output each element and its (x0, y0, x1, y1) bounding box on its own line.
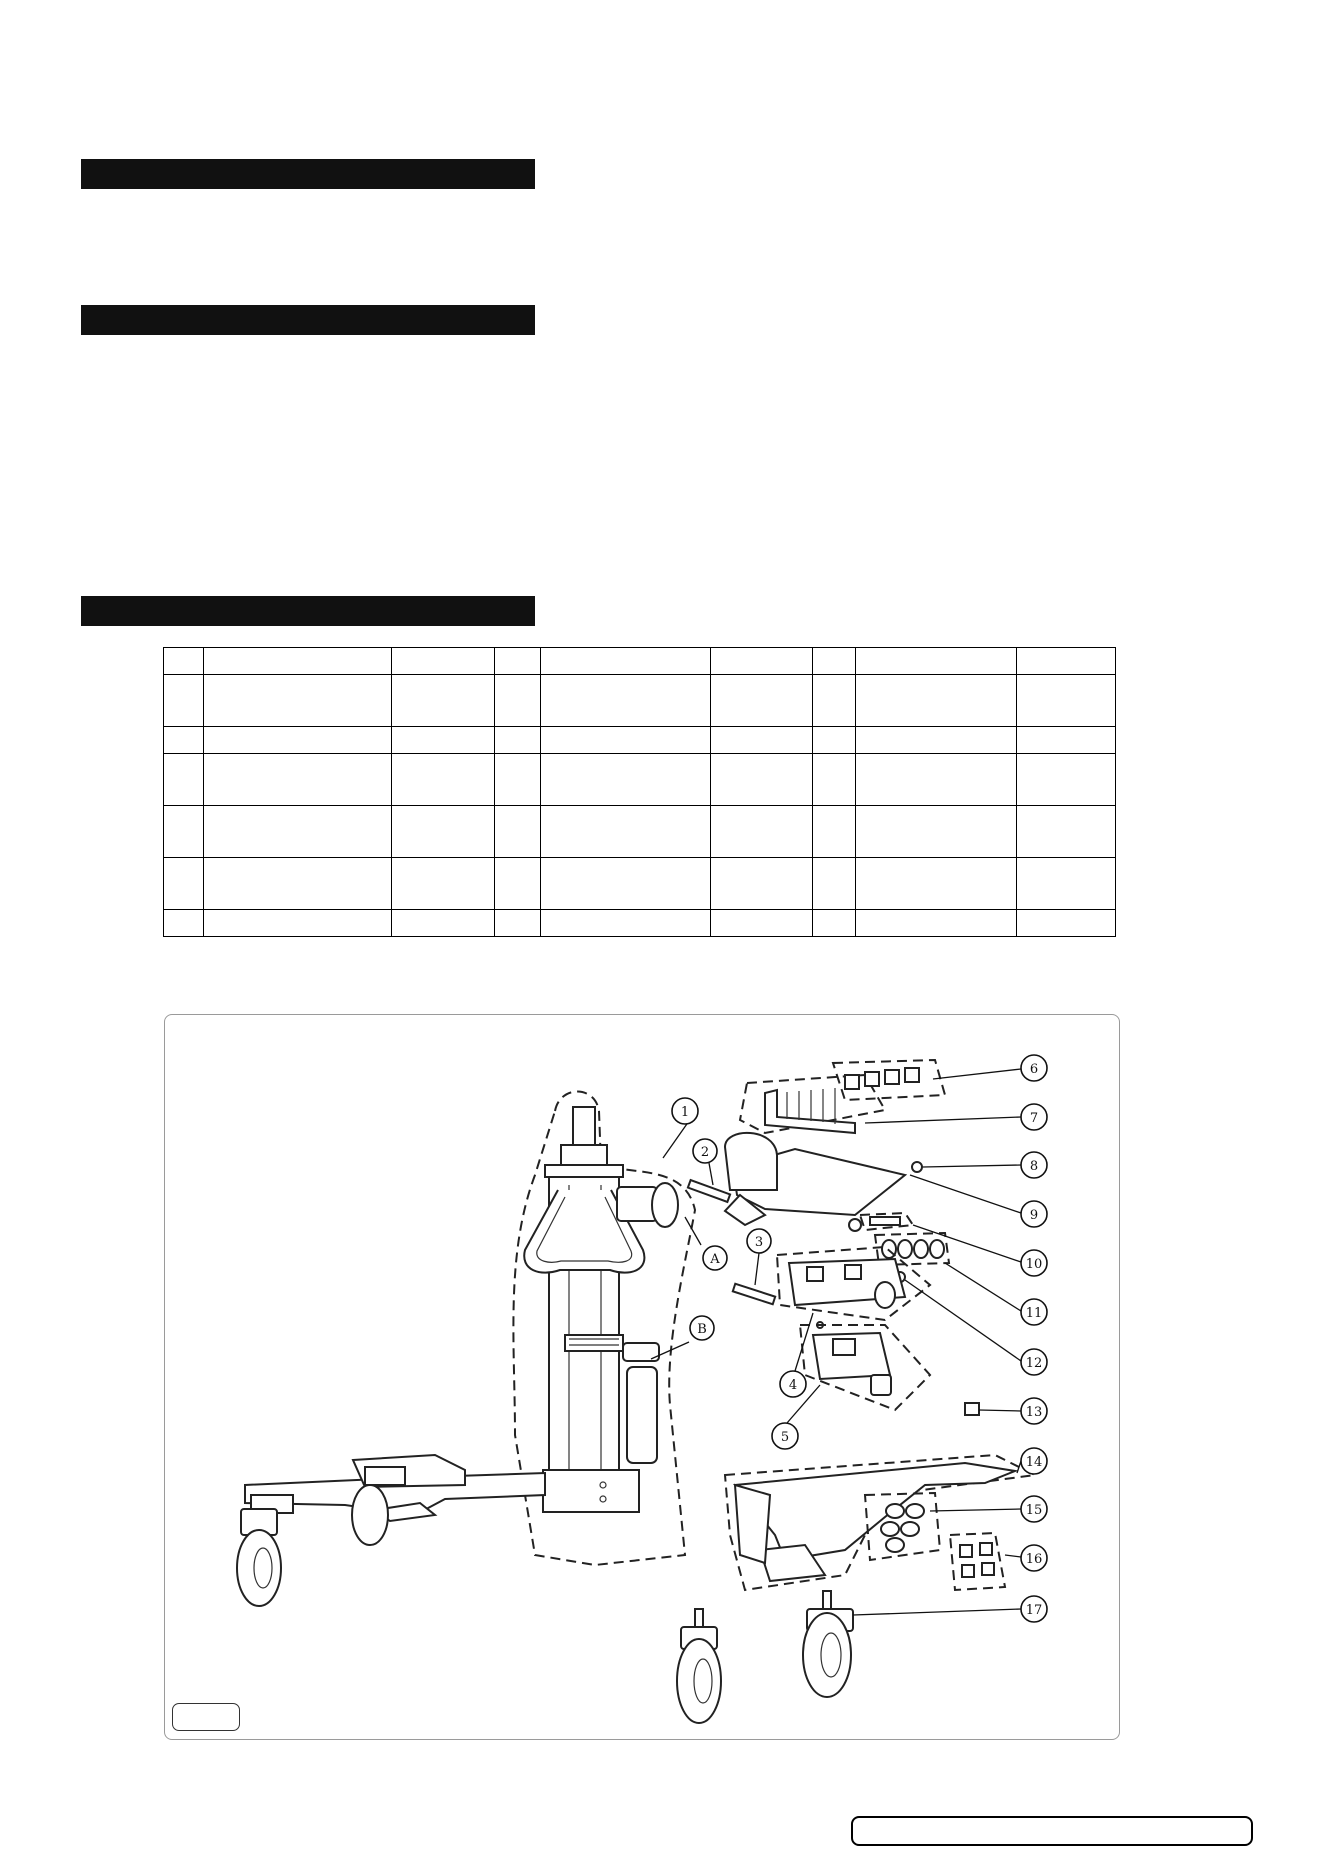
small-nut (912, 1162, 922, 1172)
svg-text:10: 10 (1025, 1257, 1043, 1272)
parts-table-cell (392, 806, 495, 858)
parts-table-cell (541, 648, 711, 675)
saddle-yoke (725, 1133, 777, 1190)
parts-table-cell (541, 675, 711, 727)
callout-16 (1021, 1545, 1047, 1571)
parts-table-cell (495, 675, 541, 727)
parts-table-cell (204, 806, 392, 858)
parts-table-cell (392, 648, 495, 675)
footer-box (851, 1816, 1253, 1846)
callout-17 (1021, 1596, 1047, 1622)
front-caster-wheel (237, 1530, 281, 1606)
parts-table-cell (711, 858, 813, 910)
parts-table-row (164, 754, 1116, 806)
svg-text:5: 5 (780, 1430, 790, 1445)
section-header-bar-2 (81, 305, 535, 335)
callout-12 (1021, 1349, 1047, 1375)
parts-table-cell (813, 806, 856, 858)
parts-table-cell (813, 727, 856, 754)
saddle-bracket (765, 1090, 855, 1133)
parts-table-cell (204, 754, 392, 806)
parts-table-cell (1017, 910, 1116, 937)
svg-text:12: 12 (1025, 1356, 1043, 1371)
section-header-bar-1 (81, 159, 535, 189)
callout-5 (772, 1423, 798, 1449)
parts-table-cell (204, 910, 392, 937)
svg-text:8: 8 (1029, 1159, 1039, 1174)
parts-table-cell (711, 910, 813, 937)
parts-table-cell (164, 727, 204, 754)
callout-13 (1021, 1398, 1047, 1424)
callout-15 (1021, 1496, 1047, 1522)
callout-3 (747, 1229, 771, 1253)
rear-caster-bracket (365, 1467, 405, 1485)
svg-text:A: A (710, 1252, 720, 1267)
exploded-diagram-frame (164, 1014, 1120, 1740)
parts-table-cell (541, 754, 711, 806)
svg-text:16: 16 (1025, 1552, 1043, 1567)
parts-table-cell (164, 675, 204, 727)
parts-table-cell (392, 754, 495, 806)
svg-text:17: 17 (1025, 1603, 1043, 1618)
ram-piston (573, 1107, 595, 1147)
parts-table-cell (164, 754, 204, 806)
parts-table-cell (495, 648, 541, 675)
parts-table-cell (856, 910, 1017, 937)
parts-table-cell (1017, 754, 1116, 806)
nut-13 (965, 1403, 979, 1415)
parts-table-cell (541, 858, 711, 910)
parts-table-cell (495, 727, 541, 754)
pump-pedal (565, 1335, 623, 1351)
svg-text:3: 3 (754, 1235, 764, 1250)
parts-table-row (164, 648, 1116, 675)
figure-label-box (172, 1703, 240, 1731)
bolt-3 (733, 1284, 775, 1305)
parts-table-cell (392, 727, 495, 754)
parts-table-cell (204, 675, 392, 727)
assembly-16-outline (950, 1533, 1005, 1590)
parts-table-cell (856, 675, 1017, 727)
parts-table-cell (856, 806, 1017, 858)
parts-table-cell (1017, 727, 1116, 754)
parts-table-cell (856, 858, 1017, 910)
parts-table-cell (813, 648, 856, 675)
parts-table-cell (164, 648, 204, 675)
callout-9 (1021, 1201, 1047, 1227)
parts-table-cell (392, 910, 495, 937)
svg-text:6: 6 (1029, 1062, 1039, 1077)
parts-table-cell (1017, 858, 1116, 910)
parts-table-cell (711, 727, 813, 754)
parts-table-cell (1017, 675, 1116, 727)
parts-table-row (164, 910, 1116, 937)
svg-text:1: 1 (680, 1105, 690, 1120)
parts-table-cell (495, 806, 541, 858)
svg-text:13: 13 (1025, 1405, 1043, 1420)
callout-1 (672, 1098, 698, 1124)
parts-table-cell (164, 910, 204, 937)
pivot-pin (688, 1180, 730, 1202)
parts-table-cell (541, 727, 711, 754)
callout-11 (1021, 1299, 1047, 1325)
parts-table-cell (813, 910, 856, 937)
parts-table-cell (711, 648, 813, 675)
ram-collar (561, 1145, 607, 1165)
parts-table-cell (856, 754, 1017, 806)
parts-table-cell (541, 910, 711, 937)
parts-table-row (164, 858, 1116, 910)
callout-B (690, 1316, 714, 1340)
parts-table-cell (204, 727, 392, 754)
parts-table-cell (856, 648, 1017, 675)
callout-7 (1021, 1104, 1047, 1130)
parts-table-cell (495, 858, 541, 910)
parts-table-cell (1017, 648, 1116, 675)
parts-table-cell (813, 858, 856, 910)
callout-A (703, 1246, 727, 1270)
parts-table-cell (813, 675, 856, 727)
callout-8 (1021, 1152, 1047, 1178)
parts-table-cell (164, 858, 204, 910)
callout-6 (1021, 1055, 1047, 1081)
parts-table-cell (495, 754, 541, 806)
svg-text:B: B (697, 1322, 707, 1337)
section-header-bar-3 (81, 596, 535, 626)
svg-text:15: 15 (1025, 1503, 1043, 1518)
caster-wheel-right (803, 1613, 851, 1697)
parts-table-cell (1017, 806, 1116, 858)
release-valve-body (617, 1187, 657, 1221)
callout-10 (1021, 1250, 1047, 1276)
svg-text:7: 7 (1029, 1111, 1039, 1126)
parts-table-cell (541, 806, 711, 858)
callout-14 (1021, 1448, 1047, 1474)
rear-caster-wheel (352, 1485, 388, 1545)
base-block (543, 1470, 639, 1512)
release-valve-knob (652, 1183, 678, 1227)
callout-2 (693, 1139, 717, 1163)
cylinder-cap (545, 1165, 623, 1177)
parts-table-cell (204, 648, 392, 675)
svg-text:11: 11 (1025, 1306, 1043, 1321)
parts-table-row (164, 675, 1116, 727)
parts-table-cell (392, 858, 495, 910)
parts-table-cell (711, 675, 813, 727)
parts-table-cell (711, 754, 813, 806)
parts-table-cell (813, 754, 856, 806)
caster-wheel-left (677, 1639, 721, 1723)
parts-table-row (164, 727, 1116, 754)
parts-table-cell (711, 806, 813, 858)
parts-table-cell (495, 910, 541, 937)
parts-table-cell (392, 675, 495, 727)
parts-table-cell (164, 806, 204, 858)
parts-table-cell (856, 727, 1017, 754)
pump-cylinder (627, 1367, 657, 1463)
parts-table-cell (204, 858, 392, 910)
svg-text:4: 4 (788, 1378, 798, 1393)
parts-table-row (164, 806, 1116, 858)
svg-text:2: 2 (700, 1145, 710, 1160)
exploded-diagram (165, 1015, 1121, 1741)
svg-text:14: 14 (1025, 1455, 1043, 1470)
svg-text:9: 9 (1029, 1208, 1039, 1223)
callout-4 (780, 1371, 806, 1397)
parts-table (163, 647, 1116, 937)
